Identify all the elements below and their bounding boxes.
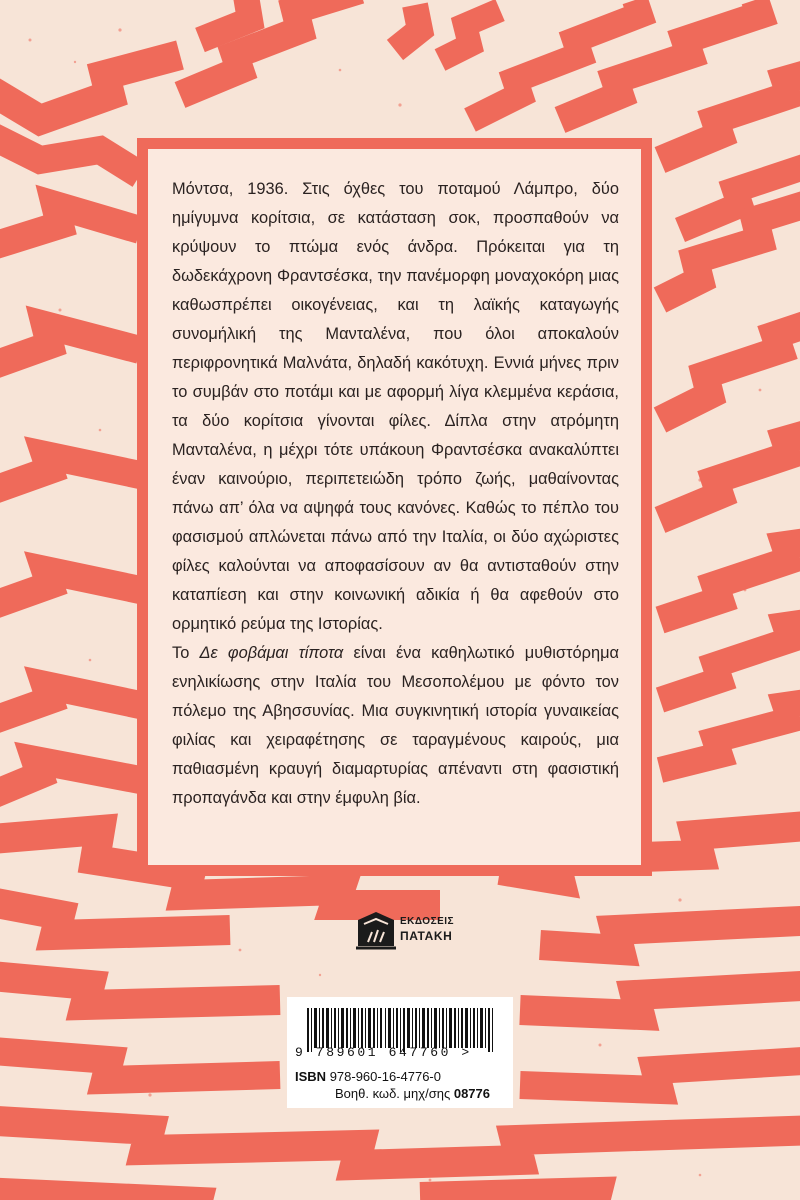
- publisher-code-value: 08776: [453, 1086, 490, 1101]
- publisher-code-line: [335, 1086, 490, 1101]
- blurb-p2-prefix: Το: [172, 644, 200, 662]
- publisher-code-label: Βοηθ. κωδ. μηχ/σης: [335, 1086, 451, 1101]
- barcode-box: [287, 997, 513, 1108]
- blurb-paragraph-2: είναι ένα καθηλωτικό μυθιστόρημα ενηλικίωσης στην Ιταλία του Μεσοπολέμου με φόντο τον πόλεμο της Αβησσυνίας. Μια συγκινητική ιστορία γυναικείας φιλίας και χειραφέτησης σε ταραγμένους καιρούς, μια παθιασμένη κραυγή διαμαρτυρίας απέναντι στη φασιστική προπαγάνδα και στην έμφυλη βία.: [172, 644, 619, 807]
- isbn-value: 978-960-16-4776-0: [329, 1069, 441, 1084]
- blurb-panel-inner: [148, 149, 641, 865]
- book-title: Δε φοβάμαι τίποτα: [199, 644, 344, 662]
- isbn-label: ISBN: [295, 1069, 327, 1084]
- publisher-icon: [354, 908, 398, 950]
- publisher-logo-block: [354, 908, 534, 952]
- publisher-name: ΠΑΤΑΚΗ: [400, 929, 453, 943]
- blurb-panel: [137, 138, 652, 876]
- barcode-digits: 9 789601 647760 >: [295, 1045, 472, 1060]
- isbn-line: [295, 1069, 441, 1084]
- blurb-text: [172, 175, 619, 813]
- publisher-line-1: ΕΚΔΟΣΕΙΣ: [400, 916, 455, 927]
- blurb-paragraph-1: Μόντσα, 1936. Στις όχθες του ποταμού Λάμπρο, δύο ημίγυμνα κορίτσια, σε κατάσταση σοκ, προσπαθούν να κρύψουν το πτώμα ενός άνδρα. Πρόκειται για τη δωδεκάχρονη Φραντσέσκα, την πανέμορφη μοναχοκόρη μιας καθωσπρέπει οικογένειας, και τη λαϊκής καταγωγής συνομήλική της Μανταλένα, που όλοι αποκαλούν περιφρονητικά Μαλνάτα, δηλαδή κακότυχη. Εννιά μήνες πριν το συμβάν στο ποτάμι και με αφορμή λίγα κλεμμένα κεράσια, τα δύο κορίτσια γίνονται φίλες. Δίπλα στην ατρόμητη Μανταλένα, η μέχρι τότε υπάκουη Φραντσέσκα ανακαλύπτει έναν καινούριο, περιπετειώδη τρόπο ζωής, μαθαίνοντας πάνω απ’ όλα να αψηφά τους κανόνες. Καθώς το πέπλο του φασισμού απλώνεται πάνω από την Ιταλία, οι δύο αχώριστες φίλες καλούνται να αποφασίσουν αν θα αντισταθούν στην καταπίεση και στην κοινωνική αδικία ή θα αφεθούν στο ορμητικό ρεύμα της Ιστορίας.: [172, 180, 619, 633]
